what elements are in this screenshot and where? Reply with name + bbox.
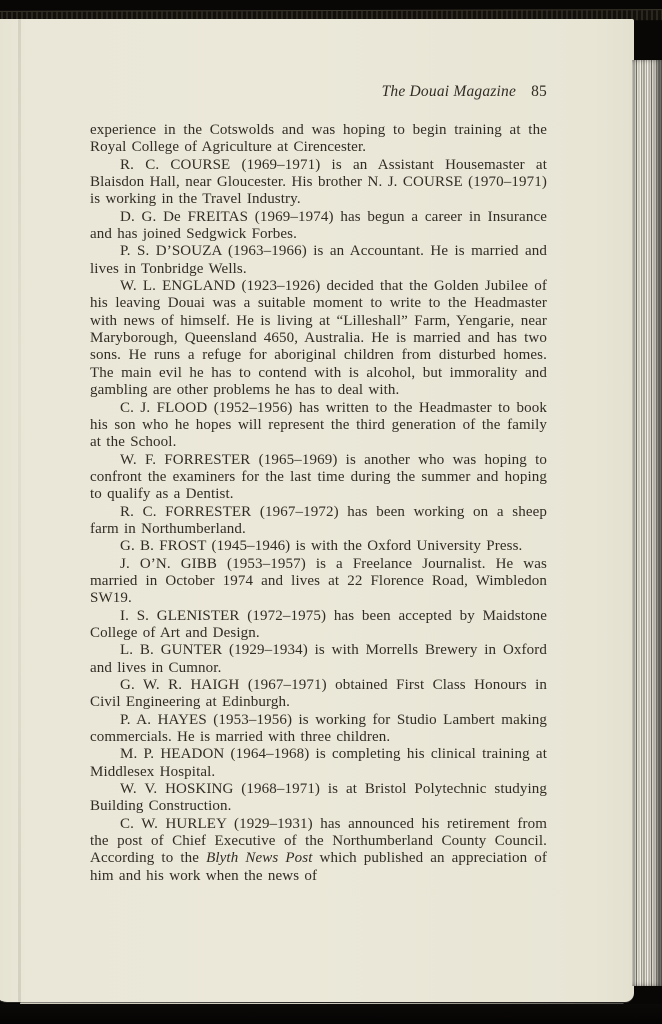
alumni-entry-paragraph <box>90 781 547 816</box>
alumni-entry-paragraph <box>90 122 547 157</box>
alumni-entry-paragraph <box>90 278 547 399</box>
book-fore-edge-pages <box>632 60 662 986</box>
magazine-page <box>0 19 634 1002</box>
paragraph-text-run: W. L. ENGLAND (1923–1926) decided that the Golden Jubilee of his leaving Douai was a suitable moment to write to the Headmaster with news of himself. He is living at “Lilleshall” Farm, Yengarie, near Maryborough, Queensland 4650, Australia. He is married and has two sons. He runs a refuge for aboriginal children from disturbed homes. The main evil he has to contend with is alcohol, but immorality and gambling are other problems he has to deal with. <box>90 278 547 399</box>
paragraph-text-run: L. B. GUNTER (1929–1934) is with Morrells Brewery in Oxford and lives in Cumnor. <box>90 642 547 676</box>
article-body <box>90 122 547 885</box>
book-cover-bottom-edge <box>0 1004 662 1024</box>
alumni-entry-paragraph <box>90 209 547 244</box>
publication-name-italic: Blyth News Post <box>206 850 313 867</box>
paragraph-text-run: experience in the Cotswolds and was hoping to begin training at the Royal College of Agriculture at Cirencester. <box>90 122 547 156</box>
paragraph-text-run: R. C. COURSE (1969–1971) is an Assistant Housemaster at Blaisdon Hall, near Gloucester. His brother N. J. COURSE (1970–1971) is working in the Travel Industry. <box>90 156 547 208</box>
alumni-entry-paragraph <box>90 608 547 643</box>
alumni-entry-paragraph <box>90 712 547 747</box>
page-number: 85 <box>531 83 547 100</box>
alumni-entry-paragraph <box>90 642 547 677</box>
paragraph-text-run: W. V. HOSKING (1968–1971) is at Bristol Polytechnic studying Building Construction. <box>90 781 547 815</box>
alumni-entry-paragraph <box>90 816 547 885</box>
paragraph-text-run: I. S. GLENISTER (1972–1975) has been accepted by Maidstone College of Art and Design. <box>90 607 547 641</box>
paragraph-text-run: C. J. FLOOD (1952–1956) has written to the Headmaster to book his son who he hopes will represent the third generation of the family at the School. <box>90 399 547 451</box>
page-gutter-crease <box>18 19 21 1002</box>
alumni-entry-paragraph <box>90 452 547 504</box>
paragraph-text-run: W. F. FORRESTER (1965–1969) is another who was hoping to confront the examiners for the last time during the summer and hoping to qualify as a Dentist. <box>90 451 547 503</box>
paragraph-text-run: G. W. R. HAIGH (1967–1971) obtained First Class Honours in Civil Engineering at Edinburgh. <box>90 677 547 711</box>
paragraph-text-run: G. B. FROST (1945–1946) is with the Oxford University Press. <box>120 538 523 555</box>
journal-title: The Douai Magazine <box>381 83 517 100</box>
alumni-entry-paragraph <box>90 746 547 781</box>
paragraph-text-run: J. O’N. GIBB (1953–1957) is a Freelance Journalist. He was married in October 1974 and lives at 22 Florence Road, Wimbledon SW19. <box>90 555 547 607</box>
alumni-entry-paragraph <box>90 400 547 452</box>
page-content <box>90 83 547 885</box>
alumni-entry-paragraph <box>90 538 547 555</box>
alumni-entry-paragraph <box>90 243 547 278</box>
alumni-entry-paragraph <box>90 677 547 712</box>
alumni-entry-paragraph <box>90 504 547 539</box>
paragraph-text-run: P. S. D’SOUZA (1963–1966) is an Accountant. He is married and lives in Tonbridge Wells. <box>90 243 547 277</box>
paragraph-text-run: C. W. HURLEY (1929–1931) has announced his retirement from the post of Chief Executive of the Northumberland County Council. According to the <box>90 815 547 867</box>
paragraph-text-run: R. C. FORRESTER (1967–1972) has been working on a sheep farm in Northumberland. <box>90 503 547 537</box>
paragraph-text-run: D. G. De FREITAS (1969–1974) has begun a career in Insurance and has joined Sedgwick Forbes. <box>90 208 547 243</box>
alumni-entry-paragraph <box>90 157 547 209</box>
paragraph-text-run: M. P. HEADON (1964–1968) is completing his clinical training at Middlesex Hospital. <box>90 746 547 780</box>
paragraph-text-run: P. A. HAYES (1953–1956) is working for Studio Lambert making commercials. He is married with three children. <box>90 711 547 746</box>
paragraph-text-run: which published an appreciation of him and his work when the news of <box>90 850 547 884</box>
alumni-entry-paragraph <box>90 556 547 608</box>
page-header <box>90 83 547 101</box>
